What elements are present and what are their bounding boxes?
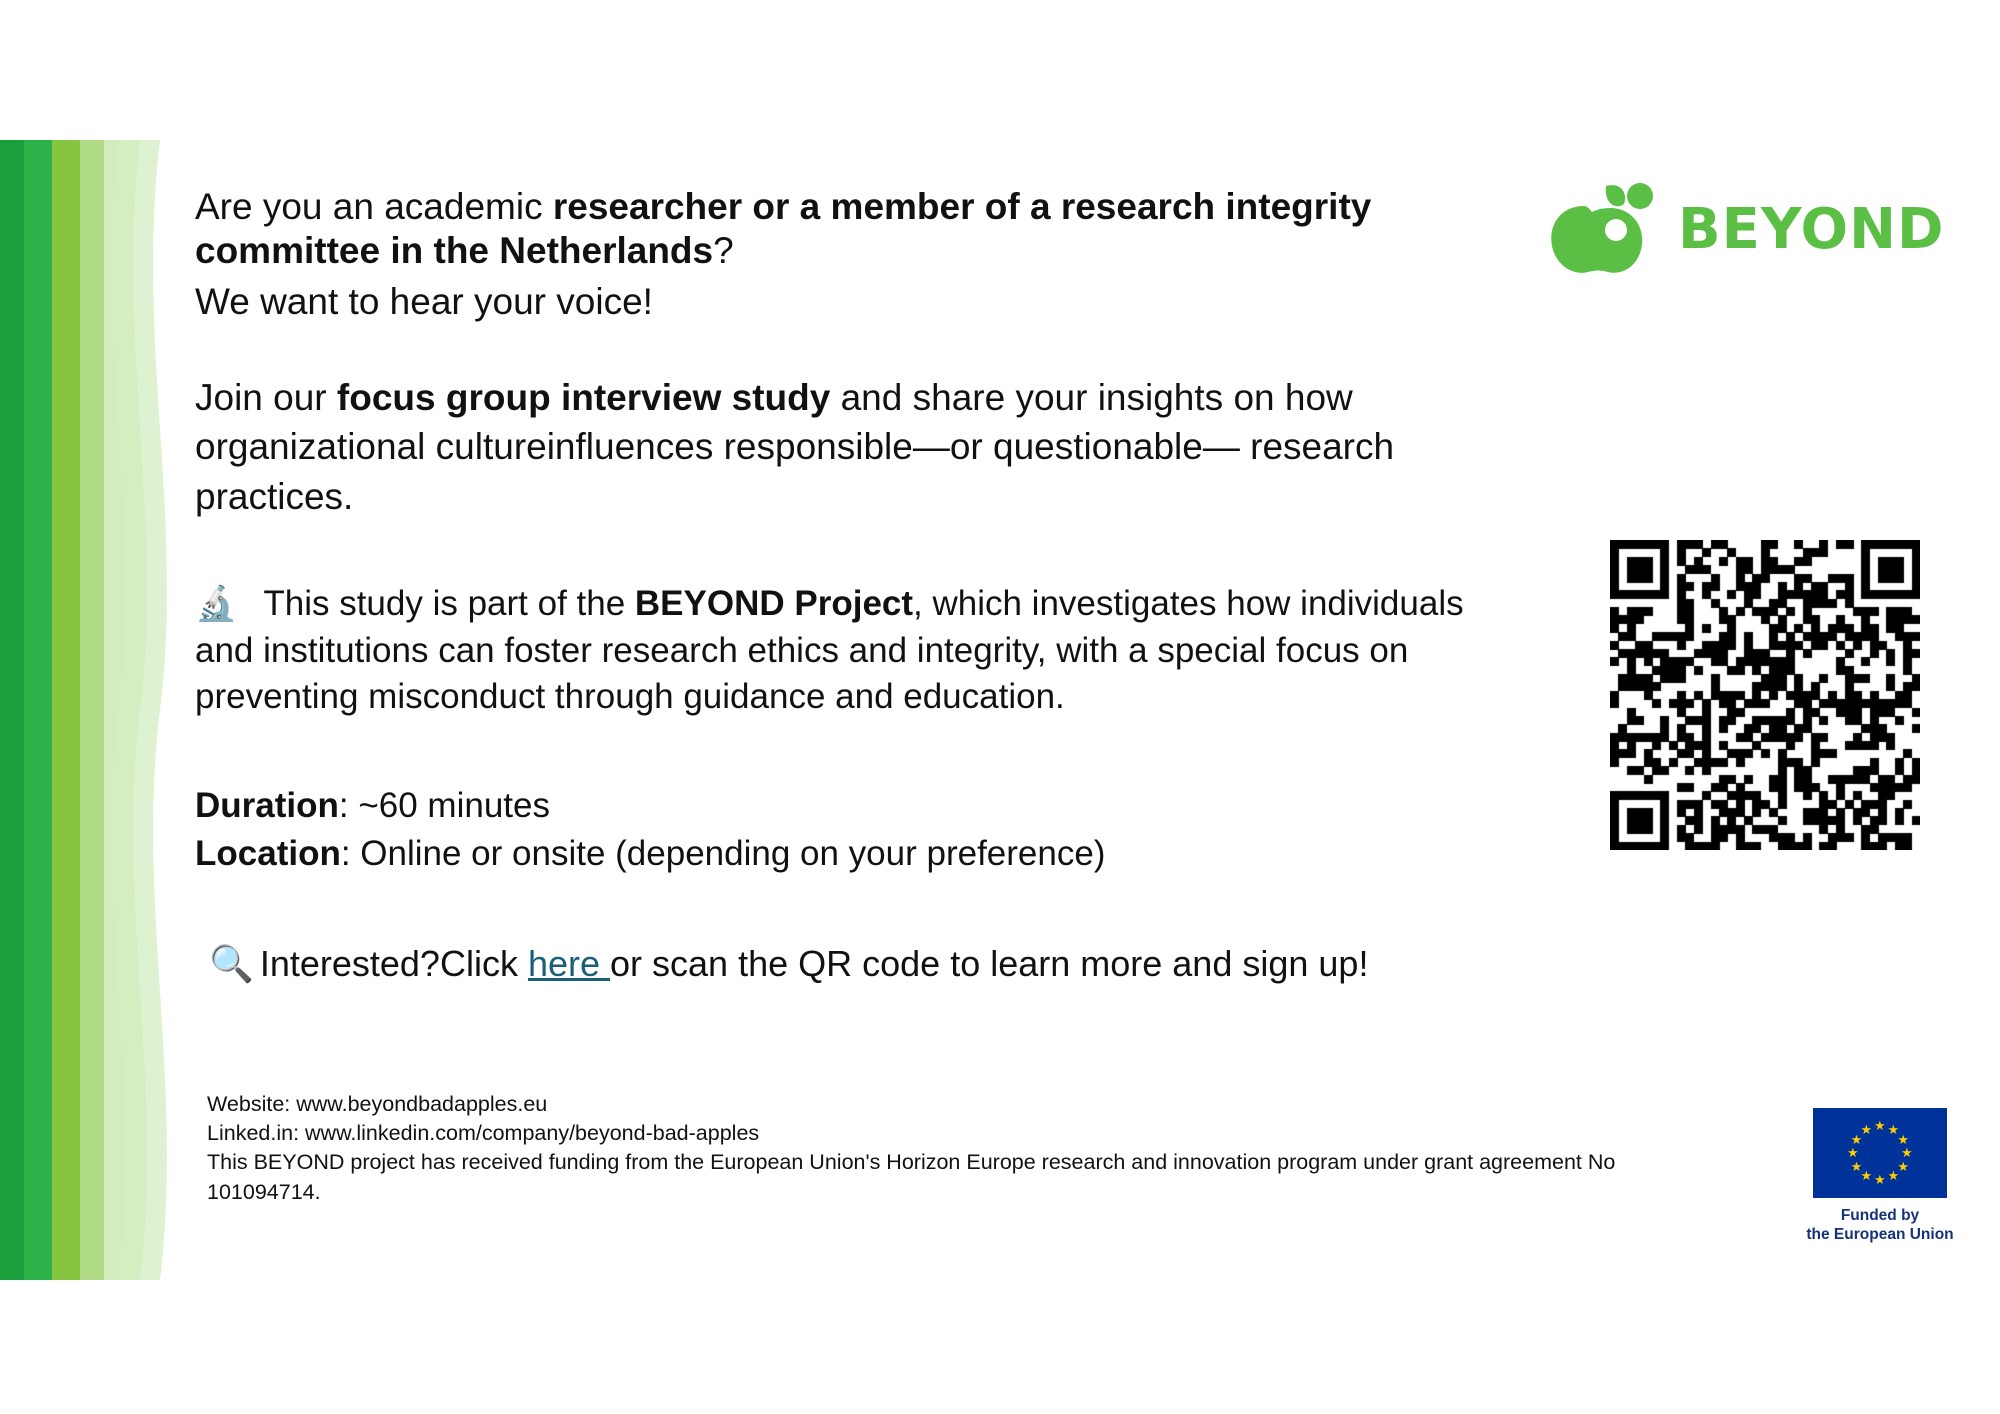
decorative-green-ribbon xyxy=(0,140,170,1280)
eu-caption xyxy=(1800,1206,1960,1245)
eu-star-icon: ★ xyxy=(1850,1158,1863,1174)
footer-website: Website: www.beyondbadapples.eu xyxy=(207,1092,548,1116)
eu-star-icon: ★ xyxy=(1850,1131,1863,1147)
eu-star-icon: ★ xyxy=(1860,1168,1873,1184)
headline xyxy=(195,185,1515,272)
cta-part-1: Interested?Click xyxy=(259,942,528,984)
footer-linkedin: Linked.in: www.linkedin.com/company/beyond-bad-apples xyxy=(207,1121,760,1146)
eu-star-icon: ★ xyxy=(1860,1121,1873,1137)
beyond-wordmark: BEYOND xyxy=(1678,197,1945,262)
location-value: : Online or onsite (depending on your preference) xyxy=(340,834,1106,874)
microscope-icon: 🔬 xyxy=(195,585,238,624)
apple-leaf-logo-icon xyxy=(1540,180,1670,280)
join-part-1: Join our xyxy=(195,376,337,418)
headline-part-2: ? xyxy=(713,229,734,271)
flyer-body xyxy=(195,185,1515,1023)
headline-part-1: Are you an academic xyxy=(195,186,553,227)
logistics-block xyxy=(195,782,1515,879)
eu-star-icon: ★ xyxy=(1897,1158,1910,1174)
eu-star-icon: ★ xyxy=(1887,1121,1900,1137)
join-part-2: and share your insights on how organizational cultureinfluences responsible—or questionable— research practices. xyxy=(195,376,1395,517)
location-label: Location xyxy=(195,834,341,874)
duration-value: : ~60 minutes xyxy=(338,786,550,825)
qr-code[interactable] xyxy=(1610,540,1920,850)
magnifier-icon: 🔍 xyxy=(209,942,254,984)
eu-flag-icon xyxy=(1813,1108,1947,1198)
qr-code-canvas[interactable] xyxy=(1610,540,1920,850)
study-bold: BEYOND Project xyxy=(634,584,914,624)
eu-caption-line1: Funded by xyxy=(1840,1207,1920,1224)
join-bold: focus group interview study xyxy=(336,376,831,418)
footer-funding: This BEYOND project has received funding from the European Union's Horizon Europe research and innovation program under grant agreement No 101094714. xyxy=(207,1150,1616,1204)
study-part-1: This study is part of the xyxy=(263,584,635,624)
eu-star-icon: ★ xyxy=(1847,1145,1859,1160)
ribbon-shape-icon xyxy=(0,140,170,1280)
study-paragraph xyxy=(195,581,1515,720)
eu-funding-badge xyxy=(1800,1108,1960,1245)
duration-row xyxy=(195,782,1515,830)
here-link[interactable]: here xyxy=(527,942,611,984)
headline-bold: researcher or a member of a research integrity committee in the Netherlands xyxy=(195,186,1372,271)
eu-star-icon: ★ xyxy=(1897,1131,1910,1147)
eu-star-icon: ★ xyxy=(1874,1172,1886,1187)
study-part-2: , which investigates how individuals and institutions can foster research ethics and integrity, with a special focus on preventing misconduct through guidance and education. xyxy=(195,584,1464,716)
beyond-logo xyxy=(1540,180,1945,285)
duration-label: Duration xyxy=(195,786,339,825)
location-row xyxy=(195,830,1515,878)
eu-caption-line2: the European Union xyxy=(1806,1226,1954,1244)
eu-star-icon: ★ xyxy=(1887,1168,1900,1184)
join-paragraph xyxy=(195,373,1465,522)
footer-block xyxy=(207,1090,1677,1207)
cta-part-2: or scan the QR code to learn more and sign up! xyxy=(610,942,1369,984)
eu-star-icon: ★ xyxy=(1901,1145,1913,1160)
eu-star-icon: ★ xyxy=(1874,1118,1886,1133)
call-to-action xyxy=(195,941,1515,988)
voice-line: We want to hear your voice! xyxy=(195,281,653,323)
